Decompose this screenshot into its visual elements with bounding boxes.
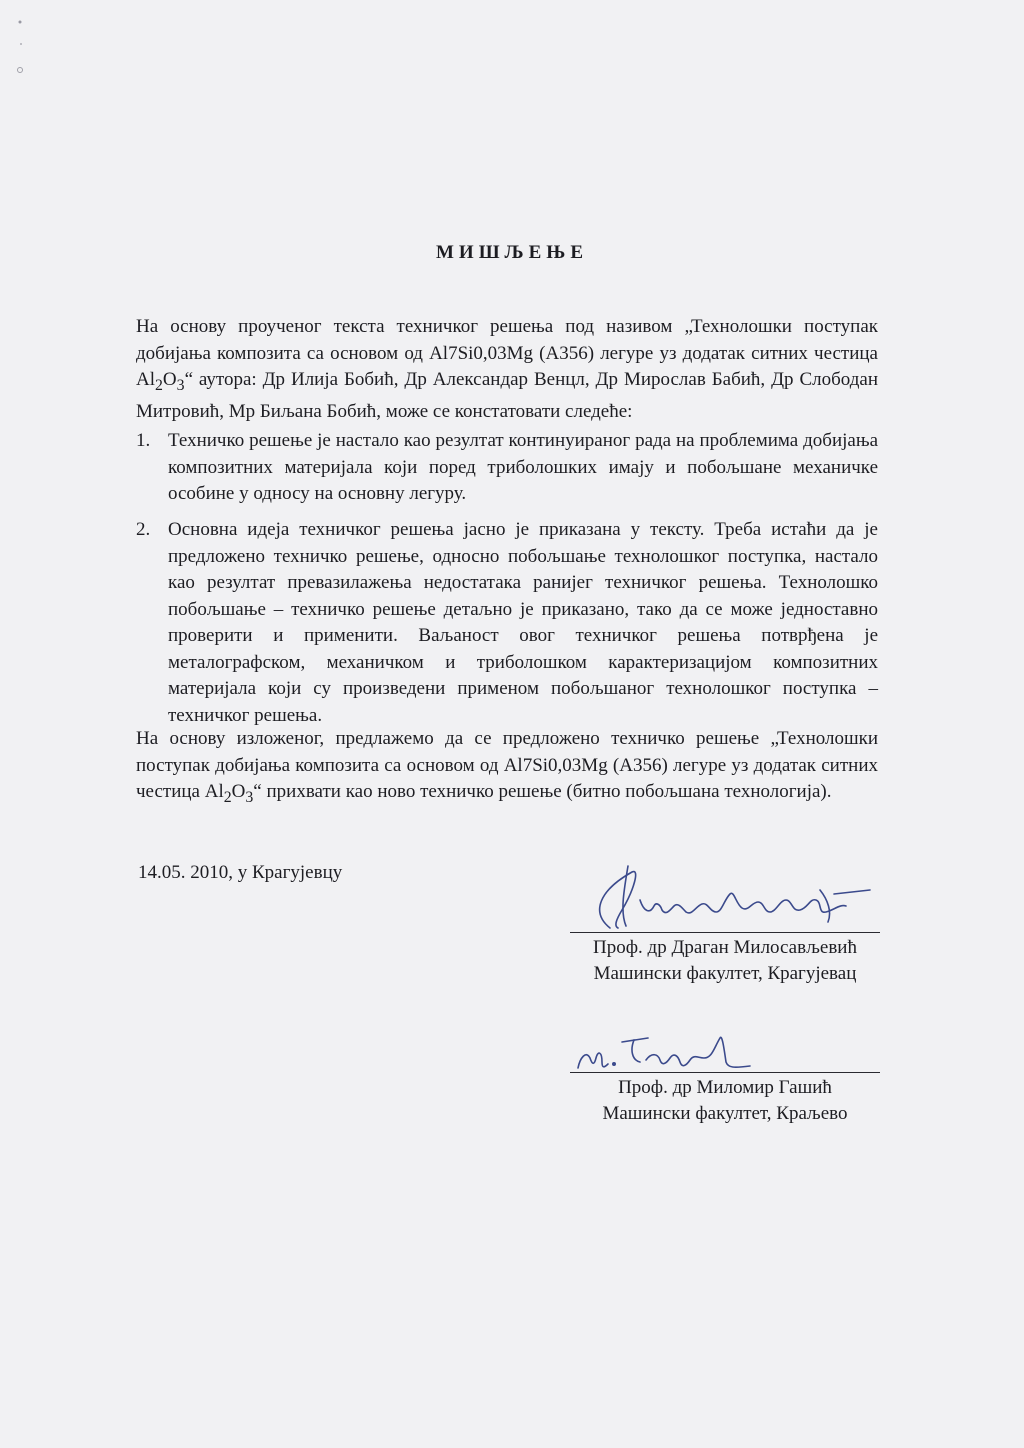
conclusion-formula-sub1: 2 [223, 788, 232, 806]
signature-line [570, 932, 880, 933]
list-item-number: 2. [136, 519, 151, 540]
handwritten-signature [570, 1000, 880, 1072]
conclusion-formula-al: Al [204, 781, 224, 802]
signature-block [570, 1000, 880, 1127]
intro-text-start: На основу проученог текста техничког решења под називом „Технолошки поступак добијања композита са основом од Al7Si0,03Mg (А356) легуре уз додатак ситних честица [136, 316, 878, 364]
signatory-organization: Машински факултет, Краљево [602, 1103, 848, 1124]
conclusion-text-start: На основу изложеног, предлажемо да се предложено техничко решење „Технолошки поступак добијања композита са основом од Al7Si0,03Mg (А356) легуре уз додатак ситних честица [136, 728, 878, 802]
list-item [136, 517, 878, 729]
list-item [136, 428, 878, 508]
intro-formula-al: Al [136, 369, 155, 390]
conclusion-text-end: “ прихвати као ново техничко решење (битно побољшана технологија). [253, 781, 832, 802]
list-item-number: 1. [136, 430, 151, 451]
intro-formula-sub2: 3 [176, 376, 185, 394]
signatory-organization: Машински факултет, Крагујевац [593, 963, 857, 984]
scan-artifact [14, 10, 28, 80]
list-item-text: Техничко решење је настало као резултат континуираног рада на проблемима добијања композитних материјала који поред триболошких имају и побољшане механичке особине у односу на основну легуру. [168, 430, 878, 504]
list-item-text: Основна идеја техничког решења јасно је приказана у тексту. Треба истаћи да је предложено техничко решење, односно побољшање технолошког поступка, настало као резултат превазилажења недостатака ранијег техничког решења. Технолошко побољшање – техничко решење детаљно је приказано, тако да се може једноставно проверити и применити. Ваљаност овог техничког решења потврђена је металографском, механичком и триболошком карактеризацијом композитних материјала који су произведени применом побољшаног технолошког поступка – техничког решења. [168, 519, 878, 726]
signatory-name: Проф. др Драган Милосављевић [593, 937, 857, 958]
handwritten-signature [570, 860, 880, 932]
document-title: МИШЉЕЊЕ [435, 242, 588, 263]
conclusion-paragraph [136, 726, 878, 811]
intro-paragraph [136, 314, 878, 426]
signature-block [570, 860, 880, 987]
intro-formula-sub1: 2 [155, 376, 163, 394]
intro-formula-o: O [162, 369, 177, 390]
conclusion-formula-sub2: 3 [245, 788, 254, 806]
signature-line [570, 1072, 880, 1073]
conclusion-formula-o: O [231, 781, 246, 802]
intro-text-end: “ аутора: Др Илија Бобић, Др Александар Венцл, Др Мирослав Бабић, Др Слободан Митровић, Мр Биљана Бобић, може се констатовати следеће: [136, 369, 878, 423]
date-place: 14.05. 2010, у Крагујевцу [138, 862, 343, 883]
signatory-name: Проф. др Миломир Гашић [618, 1077, 832, 1098]
